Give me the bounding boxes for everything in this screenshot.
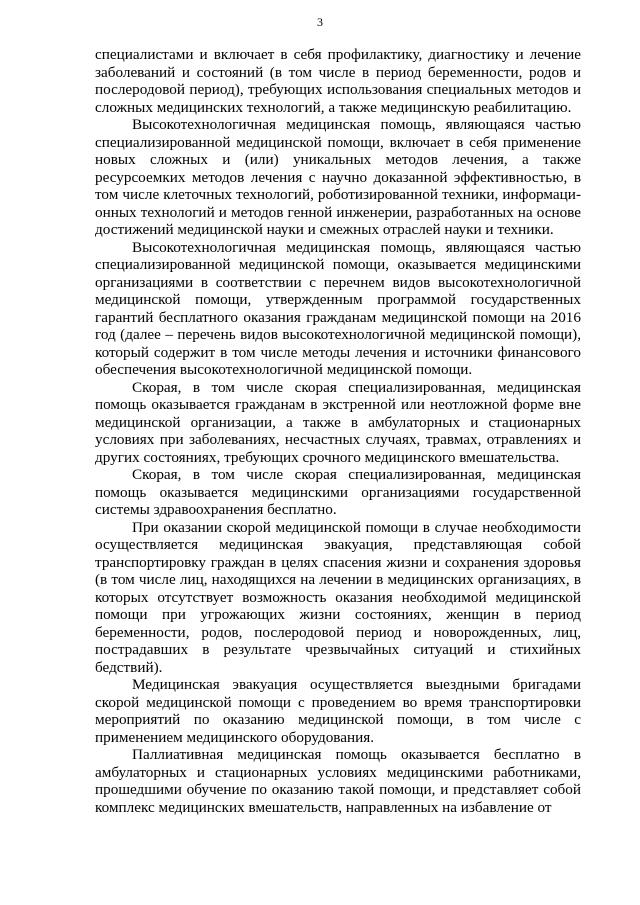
- paragraph-4: Скорая, в том числе скорая специализированная, медицинская помощь оказывается гражданам в экстренной или неотложной форме вне медицинской организации, а также в амбулаторных и стационарных условиях при заболеваниях, несчастных случаях, травмах, отравлениях и других состояниях, требующих срочного медицинского вмешательства.: [95, 378, 581, 466]
- page-number: 3: [317, 15, 323, 29]
- paragraph-6: При оказании скорой медицинской помощи в случае необходимости осуществляется медицинская эвакуация, представляющая собой транспортировку граждан в целях спасения жизни и сохранения здоровья (в том числе лиц, находящихся на лечении в медицинских организациях, в которых отсутствует возможность оказания необходимой медицинской помощи при угрожающих жизни состояниях, женщин в период беременности, родов, послеродовой период и новорожденных, лиц, пострадавших в результате чрезвычайных ситуаций и стихийных бедствий).: [95, 518, 581, 676]
- paragraph-3: Высокотехнологичная медицинская помощь, являющаяся частью специализированной медицинской помощи, оказывается медицинскими организациями в соответствии с перечнем видов высокотехнологичной медицинской помощи, утвержденным программой государственных гарантий бесплатного оказания гражданам медицинской помощи на 2016 год (далее – перечень видов высокотехнологичной медицинской помощи), который содержит в том числе методы лечения и источники финансового обеспечения высокотехнологичной медицинской помощи.: [95, 238, 581, 378]
- paragraph-7: Медицинская эвакуация осуществляется выездными бригадами скорой медицинской помощи с проведением во время транспортировки мероприятий по оказанию медицинской помощи, в том числе с применением медицинского оборудования.: [95, 676, 581, 746]
- document-body: [95, 46, 581, 816]
- paragraph-2: Высокотехнологичная медицинская помощь, являющаяся частью специализированной медицинской помощи, включает в себя применение новых сложных и (или) уникальных методов лечения, а также ресурсоемких методов лечения с научно доказанной эффективностью, в том числе клеточных технологий, роботизированной техники, информационных технологий и методов генной инженерии, разработанных на основе достижений медицинской науки и смежных отраслей науки и техники.: [95, 116, 581, 238]
- paragraph-8: Паллиативная медицинская помощь оказывается бесплатно в амбулаторных и стационарных условиях медицинскими работниками, прошедшими обучение по оказанию такой помощи, и представляет собой комплекс медицинских вмешательств, направленных на избавление от: [95, 746, 581, 816]
- paragraph-1: специалистами и включает в себя профилактику, диагностику и лечение заболеваний и состояний (в том числе в период беременности, родов и послеродовой период), требующих использования специальных методов и сложных медицинских технологий, а также медицинскую реабилитацию.: [95, 46, 581, 116]
- paragraph-5: Скорая, в том числе скорая специализированная, медицинская помощь оказывается медицинскими организациями государственной системы здравоохранения бесплатно.: [95, 466, 581, 518]
